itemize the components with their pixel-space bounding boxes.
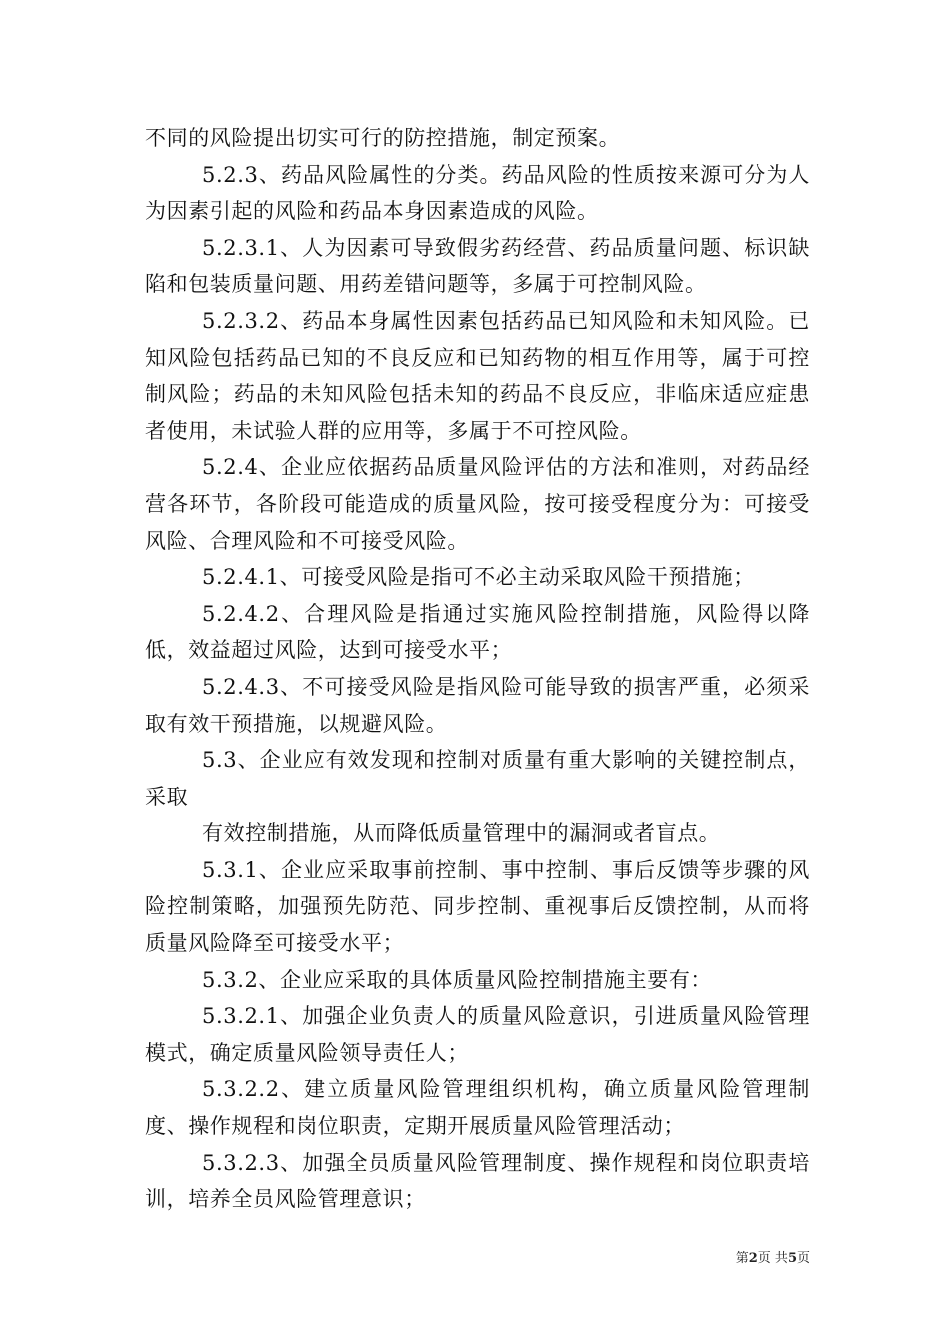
paragraph: 5.3.2.1、加强企业负责人的质量风险意识，引进质量风险管理模式，确定质量风险领导责任人； — [145, 1004, 810, 1065]
paragraph: 5.3.1、企业应采取事前控制、事中控制、事后反馈等步骤的风险控制策略，加强预先防范、同步控制、重视事后反馈控制，从而将质量风险降至可接受水平； — [145, 857, 810, 956]
paragraph: 5.3.2、企业应采取的具体质量风险控制措施主要有： — [202, 967, 713, 992]
current-page-number: 2 — [748, 1251, 758, 1266]
paragraph: 5.2.3.1、人为因素可导致假劣药经营、药品质量问题、标识缺陷和包装质量问题、用药差错问题等，多属于可控制风险。 — [145, 235, 810, 297]
page-footer — [690, 1247, 810, 1266]
footer-prefix: 第 — [735, 1251, 749, 1266]
paragraph: 5.2.4、企业应依据药品质量风险评估的方法和准则，对药品经营各环节，各阶段可能造成的质量风险，按可接受程度分为：可接受风险、合理风险和不可接受风险。 — [145, 455, 810, 553]
document-body — [145, 120, 810, 1218]
paragraph: 5.2.4.2、合理风险是指通过实施风险控制措施，风险得以降低，效益超过风险，达到可接受水平； — [145, 601, 810, 663]
paragraph: 5.3、企业应有效发现和控制对质量有重大影响的关键控制点，采取 — [145, 748, 810, 809]
paragraph: 不同的风险提出切实可行的防控措施，制定预案。 — [145, 126, 621, 150]
paragraph: 5.3.2.2、建立质量风险管理组织机构，确立质量风险管理制度、操作规程和岗位职责，定期开展质量风险管理活动； — [145, 1077, 810, 1139]
paragraph: 5.2.4.1、可接受风险是指可不必主动采取风险干预措施； — [202, 565, 755, 590]
total-pages-number: 5 — [787, 1251, 797, 1266]
paragraph: 5.3.2.3、加强全员质量风险管理制度、操作规程和岗位职责培训，培养全员风险管理意识； — [145, 1150, 810, 1212]
paragraph: 5.2.3.2、药品本身属性因素包括药品已知风险和未知风险。已知风险包括药品已知的不良反应和已知药物的相互作用等，属于可控制风险；药品的未知风险包括未知的药品不良反应，非临床适应症患者使用，未试验人群的应用等，多属于不可控风险。 — [145, 308, 810, 443]
footer-middle: 页 共 — [757, 1251, 788, 1266]
paragraph: 5.2.3、药品风险属性的分类。药品风险的性质按来源可分为人为因素引起的风险和药品本身因素造成的风险。 — [145, 162, 810, 224]
paragraph: 有效控制措施，从而降低质量管理中的漏洞或者盲点。 — [202, 821, 721, 846]
footer-suffix: 页 — [796, 1251, 810, 1266]
paragraph: 5.2.4.3、不可接受风险是指风险可能导致的损害严重，必须采取有效干预措施，以规避风险。 — [145, 674, 810, 736]
